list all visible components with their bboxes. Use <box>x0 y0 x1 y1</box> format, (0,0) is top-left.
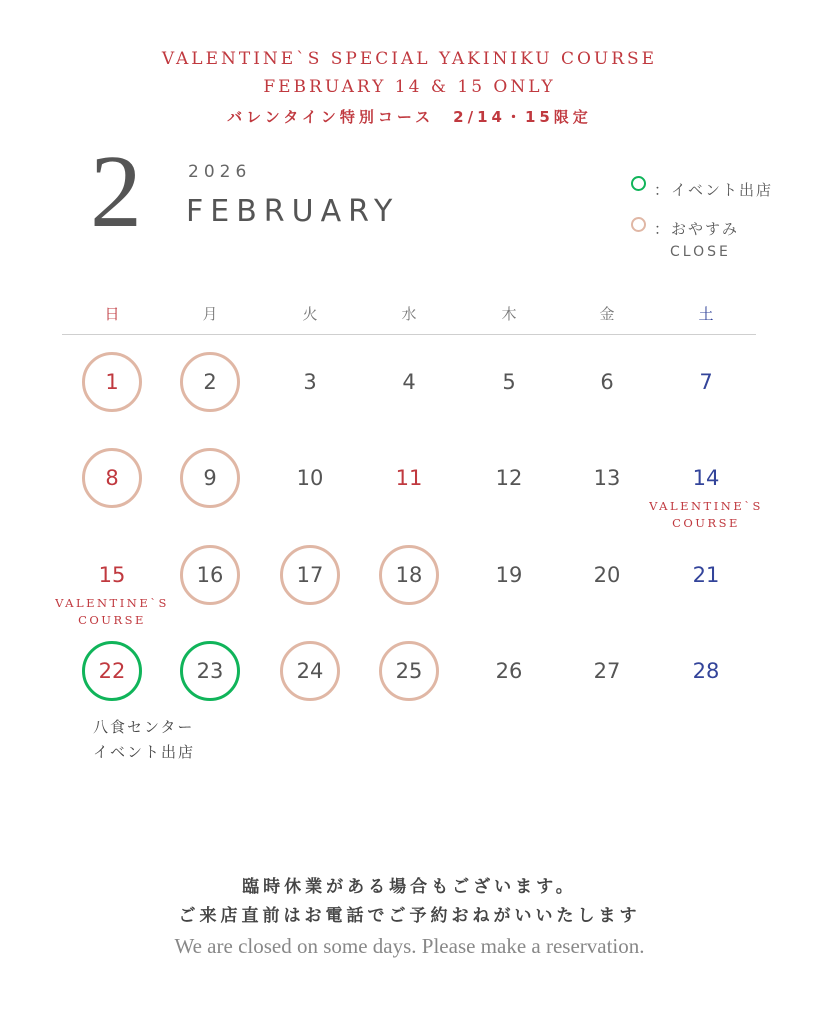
calendar-day: 16 <box>180 545 240 605</box>
footer-notice: 臨時休業がある場合もございます。 <box>242 877 577 897</box>
calendar-day: 14 <box>692 466 720 490</box>
event-note-line: 八食センター <box>93 718 195 736</box>
calendar-day: 18 <box>379 545 439 605</box>
header-divider <box>62 334 756 335</box>
calendar-day: 2 <box>180 352 240 412</box>
calendar-day: 22 <box>82 641 142 701</box>
calendar-day: 26 <box>495 659 523 683</box>
calendar-day: 21 <box>692 563 720 587</box>
calendar-day: 15 <box>98 563 126 587</box>
calendar-day: 1 <box>82 352 142 412</box>
weekday-label: 月 <box>202 305 218 323</box>
month-name: FEBRUARY <box>186 194 400 229</box>
calendar-day: 13 <box>593 466 621 490</box>
valentine-course-note: VALENTINE`S COURSE <box>649 499 763 530</box>
calendar-day: 6 <box>600 370 614 394</box>
calendar-day: 8 <box>82 448 142 508</box>
header-title: VALENTINE`S SPECIAL YAKINIKU COURSE <box>161 49 658 69</box>
event-note <box>93 715 195 765</box>
calendar-day: 10 <box>296 466 324 490</box>
calendar-day: 17 <box>280 545 340 605</box>
legend-closed-english: CLOSE <box>670 244 731 260</box>
calendar-day: 27 <box>593 659 621 683</box>
calendar-day: 28 <box>692 659 720 683</box>
weekday-label: 土 <box>698 305 714 323</box>
calendar-day: 25 <box>379 641 439 701</box>
footer-reservation: ご来店直前はお電話でご予約おねがいいたします <box>178 906 641 926</box>
weekday-label: 日 <box>104 305 120 323</box>
year-label: 2026 <box>188 162 252 182</box>
legend-event-label: ：イベント出店 <box>654 181 774 199</box>
calendar-day: 23 <box>180 641 240 701</box>
event-ring-icon <box>631 176 646 191</box>
closed-ring-icon <box>631 217 646 232</box>
event-note-line: イベント出店 <box>93 743 196 761</box>
calendar-day: 7 <box>699 370 713 394</box>
calendar-day: 19 <box>495 563 523 587</box>
calendar-day: 12 <box>495 466 523 490</box>
footer-english: We are closed on some days. Please make a reservation. <box>174 934 645 958</box>
valentine-course-note: VALENTINE`S COURSE <box>55 596 169 627</box>
weekday-label: 金 <box>599 305 615 323</box>
calendar-day: 4 <box>402 370 416 394</box>
calendar-day: 9 <box>180 448 240 508</box>
calendar-day: 3 <box>303 370 317 394</box>
header-subtitle: FEBRUARY 14 & 15 ONLY <box>263 77 556 97</box>
weekday-label: 水 <box>401 305 417 323</box>
weekday-label: 木 <box>501 305 517 323</box>
month-number: 2 <box>90 134 142 249</box>
weekday-label: 火 <box>302 305 318 323</box>
calendar-day: 24 <box>280 641 340 701</box>
header-japanese: バレンタイン特別コース 2/14・15限定 <box>227 108 592 126</box>
calendar-day: 5 <box>502 370 516 394</box>
calendar-day: 20 <box>593 563 621 587</box>
legend-closed-label: ：おやすみ <box>654 220 740 238</box>
calendar-day: 11 <box>395 466 423 490</box>
